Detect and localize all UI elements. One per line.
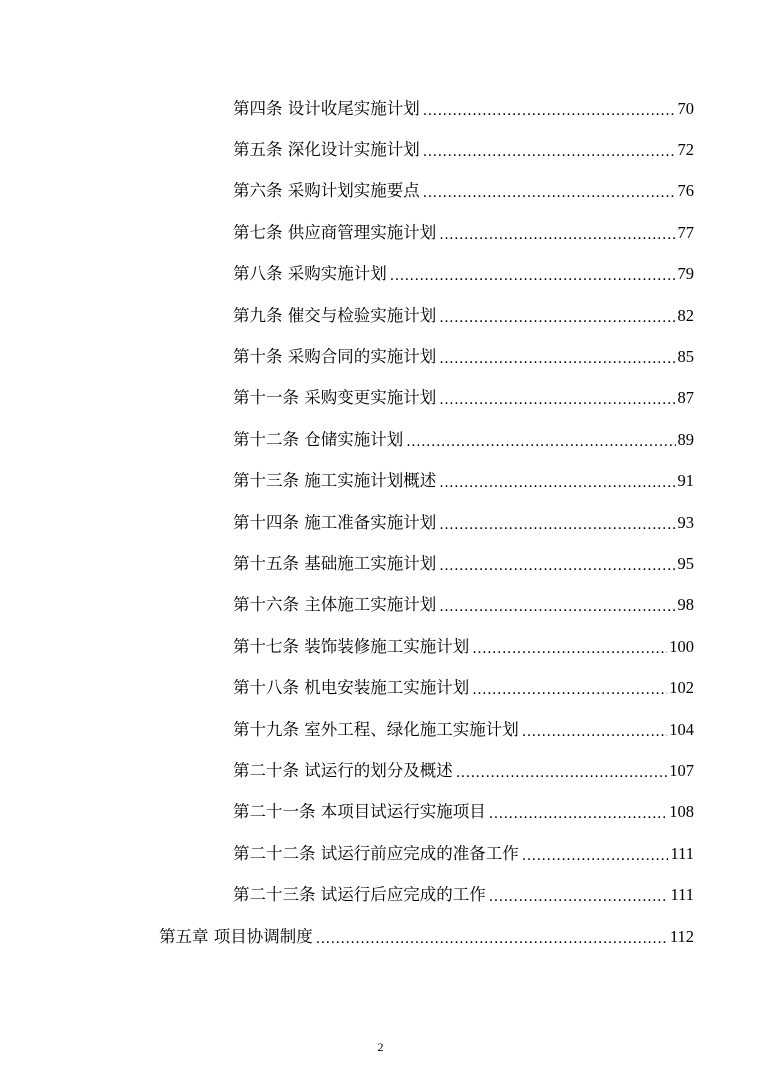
- toc-entry[interactable]: [0, 792, 694, 833]
- toc-entry[interactable]: [0, 833, 694, 874]
- toc-dot-leader: [439, 348, 675, 370]
- toc-entry[interactable]: [0, 543, 694, 584]
- toc-entry[interactable]: [0, 502, 694, 543]
- toc-entry-title: 第五条 深化设计实施计划: [233, 140, 420, 160]
- toc-entry[interactable]: [0, 709, 694, 750]
- toc-entry-page: 107: [669, 760, 694, 780]
- toc-entry-page: 87: [677, 388, 694, 408]
- toc-entry-title: 第二十一条 本项目试运行实施项目: [233, 802, 486, 822]
- toc-entry[interactable]: [0, 212, 694, 253]
- toc-entry-page: 77: [677, 222, 694, 242]
- toc-dot-leader: [439, 555, 675, 577]
- toc-dot-leader: [472, 679, 667, 701]
- toc-dot-leader: [522, 721, 668, 743]
- page-number: 2: [377, 1040, 384, 1054]
- toc-dot-leader: [489, 886, 669, 908]
- toc-entry[interactable]: [0, 750, 694, 791]
- toc-entry-page: 89: [677, 429, 694, 449]
- toc-dot-leader: [423, 100, 676, 122]
- toc-entry[interactable]: [0, 336, 694, 377]
- toc-dot-leader: [406, 431, 675, 453]
- toc-dot-leader: [522, 845, 669, 867]
- toc-entry-title: 第十四条 施工准备实施计划: [233, 512, 437, 532]
- toc-chapter-page: 112: [669, 926, 694, 946]
- toc-entry[interactable]: [0, 461, 694, 502]
- toc-entry-page: 91: [677, 471, 694, 491]
- toc-entry[interactable]: [0, 585, 694, 626]
- toc-entry-page: 95: [677, 553, 694, 573]
- toc-entry-title: 第二十二条 试运行前应完成的准备工作: [233, 843, 519, 863]
- toc-entry-page: 72: [677, 140, 694, 160]
- toc-entry-title: 第十八条 机电安装施工实施计划: [233, 678, 470, 698]
- toc-entry-title: 第十六条 主体施工实施计划: [233, 595, 437, 615]
- toc-entry[interactable]: [0, 667, 694, 708]
- toc-entry-page: 102: [669, 678, 694, 698]
- toc-entry-page: 70: [677, 98, 694, 118]
- toc-entry-title: 第六条 采购计划实施要点: [233, 181, 420, 201]
- toc-entry-page: 98: [677, 595, 694, 615]
- toc-entry-page: 104: [669, 719, 694, 739]
- toc-entry-title: 第七条 供应商管理实施计划: [233, 222, 437, 242]
- toc-entry[interactable]: [0, 419, 694, 460]
- toc-entry-title: 第十条 采购合同的实施计划: [233, 347, 437, 367]
- toc-dot-leader: [456, 762, 668, 784]
- toc-entry-page: 76: [677, 181, 694, 201]
- toc-dot-leader: [489, 803, 668, 825]
- toc-dot-leader: [439, 514, 675, 536]
- toc-entry-title: 第十九条 室外工程、绿化施工实施计划: [233, 719, 519, 739]
- toc-dot-leader: [423, 141, 676, 163]
- toc-entry[interactable]: [0, 874, 694, 915]
- toc-entry-page: 93: [677, 512, 694, 532]
- toc-dot-leader: [439, 389, 675, 411]
- toc-entry-title: 第十七条 装饰装修施工实施计划: [233, 636, 470, 656]
- toc-entry-page: 111: [670, 885, 694, 905]
- toc-entry-page: 85: [677, 347, 694, 367]
- toc-chapter-title: 第五章 项目协调制度: [159, 926, 313, 946]
- toc-entry[interactable]: [0, 171, 694, 212]
- toc-entry-title: 第十五条 基础施工实施计划: [233, 553, 437, 573]
- toc-entry-page: 79: [677, 264, 694, 284]
- toc-entry-title: 第十二条 仓储实施计划: [233, 429, 404, 449]
- toc-entry-title: 第四条 设计收尾实施计划: [233, 98, 420, 118]
- toc-entry-title: 第八条 采购实施计划: [233, 264, 387, 284]
- toc-dot-leader: [472, 638, 667, 660]
- toc-entry[interactable]: [0, 626, 694, 667]
- toc-dot-leader: [423, 182, 676, 204]
- toc-dot-leader: [390, 265, 676, 287]
- toc-entry-page: 100: [669, 636, 694, 656]
- toc-dot-leader: [316, 928, 668, 950]
- toc-entry-title: 第十三条 施工实施计划概述: [233, 471, 437, 491]
- toc-entry[interactable]: [0, 129, 694, 170]
- toc-entry-page: 108: [669, 802, 694, 822]
- toc-entry-title: 第十一条 采购变更实施计划: [233, 388, 437, 408]
- toc-entry-title: 第九条 催交与检验实施计划: [233, 305, 437, 325]
- table-of-contents: [0, 88, 761, 957]
- toc-chapter-entry[interactable]: [0, 916, 694, 957]
- toc-entry[interactable]: [0, 88, 694, 129]
- toc-dot-leader: [439, 307, 675, 329]
- toc-entry[interactable]: [0, 295, 694, 336]
- toc-dot-leader: [439, 224, 675, 246]
- toc-dot-leader: [439, 596, 675, 618]
- toc-entry-page: 111: [670, 843, 694, 863]
- toc-entry-title: 第二十三条 试运行后应完成的工作: [233, 885, 486, 905]
- toc-entry[interactable]: [0, 254, 694, 295]
- toc-entry-title: 第二十条 试运行的划分及概述: [233, 760, 453, 780]
- toc-entry-page: 82: [677, 305, 694, 325]
- toc-entry[interactable]: [0, 378, 694, 419]
- toc-dot-leader: [439, 472, 675, 494]
